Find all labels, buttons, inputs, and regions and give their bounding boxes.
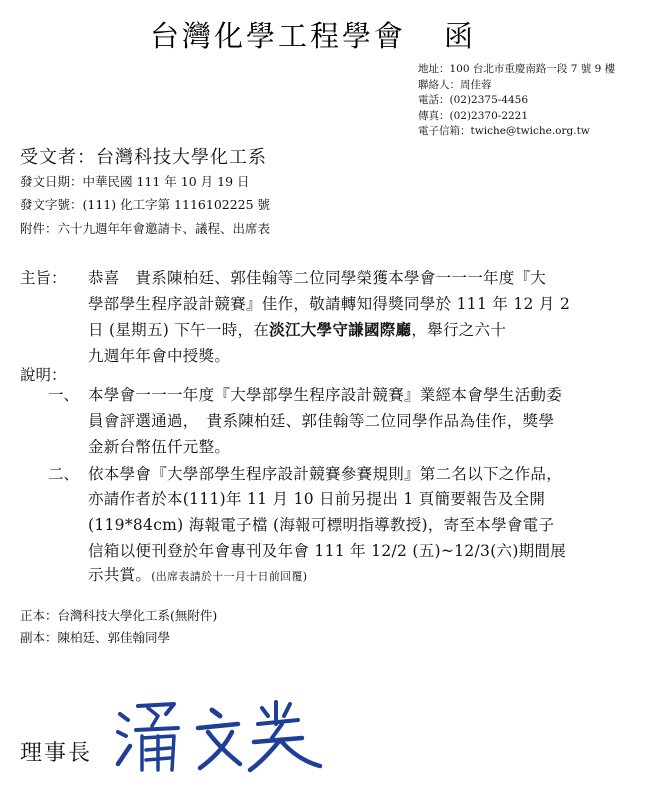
item-number: 一、 xyxy=(48,386,80,404)
item-line: 亦請作者於本(111)年 11 月 10 日前另提出 1 頁簡要報告及全開 xyxy=(88,490,546,508)
subject-line: 恭喜 貴系陳柏廷、郭佳翰等二位同學榮獲本學會一一一年度『大 xyxy=(88,269,547,287)
item-number: 二、 xyxy=(48,465,80,483)
subject-text: 日 (星期五) 下午一時，在 xyxy=(88,321,270,339)
issue-date: 發文日期：中華民國 111 年 10 月 19 日 xyxy=(20,174,250,189)
contact-address: 地址：100 台北市重慶南路一段 7 號 9 樓 xyxy=(418,63,616,75)
item-line: 依本學會『大學部學生程序設計競賽參賽規則』第二名以下之作品， xyxy=(88,465,563,483)
item-line: (119*84cm) 海報電子檔 (海報可標明指導教授)，寄至本學會電子 xyxy=(88,516,555,534)
contact-fax: 傳真：(02)2370-2221 xyxy=(418,109,529,122)
chairman-signature xyxy=(112,694,332,778)
item-line xyxy=(88,563,307,585)
letter-header xyxy=(150,14,476,55)
item-line: 金新台幣伍仟元整。 xyxy=(88,438,231,456)
chairman-title: 理事長 xyxy=(20,741,93,766)
item-line: 本學會一一一年度『大學部學生程序設計競賽』業經本會學生活動委 xyxy=(88,386,563,404)
subject-line: 學部學生程序設計競賽』佳作，敬請轉知得獎同學於 111 年 12 月 2 xyxy=(88,295,571,313)
contact-block xyxy=(418,62,615,140)
organization-name: 台灣化學工程學會 xyxy=(150,19,407,53)
subject-line: 九週年年會中授獎。 xyxy=(88,347,231,365)
letter-type: 函 xyxy=(444,19,477,53)
contact-email: 電子信箱：twiche@twiche.org.tw xyxy=(418,125,590,137)
copy-recipients: 副本：陳柏廷、郭佳翰同學 xyxy=(20,630,171,645)
contact-person: 聯絡人：周佳蓉 xyxy=(418,78,492,91)
subject-label: 主旨： xyxy=(20,269,67,287)
original-recipient: 正本：台灣科技大學化工系(無附件) xyxy=(20,608,218,623)
document-number: 發文字號：(111) 化工字第 1116102225 號 xyxy=(20,197,271,212)
recipient-line: 受文者：台灣科技大學化工系 xyxy=(20,147,267,168)
reply-note: (出席表請於十一月十日前回覆) xyxy=(151,570,308,583)
explanation-label: 說明： xyxy=(20,366,67,384)
subject-text: ，舉行之六十 xyxy=(411,321,507,339)
venue-name: 淡江大學守謙國際廳 xyxy=(269,320,412,339)
item-text: 示共賞。 xyxy=(88,566,152,584)
subject-line xyxy=(88,318,506,340)
item-line: 員會評選通過， 貴系陳柏廷、郭佳翰等二位同學作品為佳作，獎學 xyxy=(88,412,555,430)
contact-phone: 電話：(02)2375-4456 xyxy=(418,94,529,106)
attachments: 附件：六十九週年年會邀請卡、議程、出席表 xyxy=(20,221,271,236)
item-line: 信箱以便刊登於年會專刊及年會 111 年 12/2 (五)~12/3(六)期間展 xyxy=(88,542,567,560)
